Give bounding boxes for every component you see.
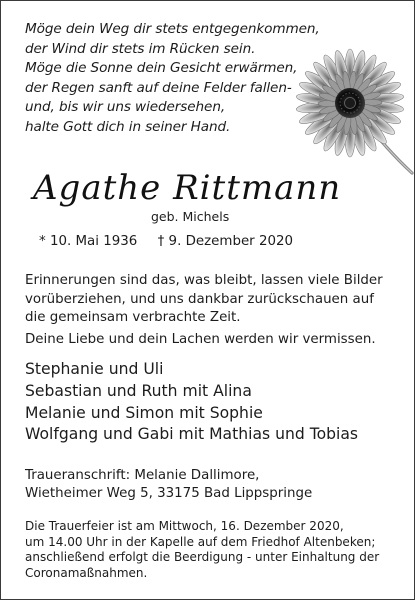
mourning-address (25, 467, 312, 504)
memory-text (25, 272, 400, 328)
service-line: anschließend erfolgt die Beerdigung - unter Einhaltung der (25, 550, 380, 564)
family-member: Sebastian und Ruth mit Alina (25, 381, 252, 400)
family-member: Stephanie und Uli (25, 360, 164, 378)
life-dates (39, 233, 293, 251)
poem-line: der Regen sanft auf deine Felder fallen- (25, 79, 292, 96)
memory-line: die gemeinsam verbrachte Zeit. (25, 310, 241, 326)
memory-line: vorüberziehen, und uns dankbar zurückschauen auf (25, 291, 374, 307)
poem-line: halte Gott dich in seiner Hand. (25, 118, 231, 135)
address-line: Traueranschrift: Melanie Dallimore, (25, 468, 260, 483)
address-line: Wietheimer Weg 5, 33175 Bad Lippspringe (25, 486, 313, 502)
maiden-name: geb. Michels (151, 209, 230, 224)
poem-line: Möge dein Weg dir stets entgegenkommen, (25, 21, 320, 37)
family-list (25, 359, 358, 446)
poem-line: und, bis wir uns wiedersehen, (25, 99, 226, 116)
funeral-service-info (25, 519, 410, 581)
service-line: Die Trauerfeier ist am Mittwoch, 16. Dezember 2020, (25, 519, 344, 533)
family-member: Wolfgang und Gabi mit Mathias und Tobias (25, 425, 359, 444)
poem-line: der Wind dir stets im Rücken sein. (25, 40, 256, 57)
gerbera-flower-icon (286, 45, 414, 177)
death-date: † 9. Dezember 2020 (157, 234, 294, 249)
family-member: Melanie und Simon mit Sophie (25, 403, 263, 422)
service-line: Coronamaßnahmen. (25, 565, 148, 580)
love-line: Deine Liebe und dein Lachen werden wir vermissen. (25, 332, 376, 347)
service-line: um 14.00 Uhr in der Kapelle auf dem Friedhof Altenbeken; (25, 534, 376, 549)
memory-line: Erinnerungen sind das, was bleibt, lassen viele Bilder (25, 273, 383, 288)
birth-date: * 10. Mai 1936 (39, 234, 138, 249)
poem (25, 20, 325, 138)
poem-line: Möge die Sonne dein Gesicht erwärmen, (25, 60, 298, 77)
deceased-name: Agathe Rittmann (33, 168, 342, 208)
